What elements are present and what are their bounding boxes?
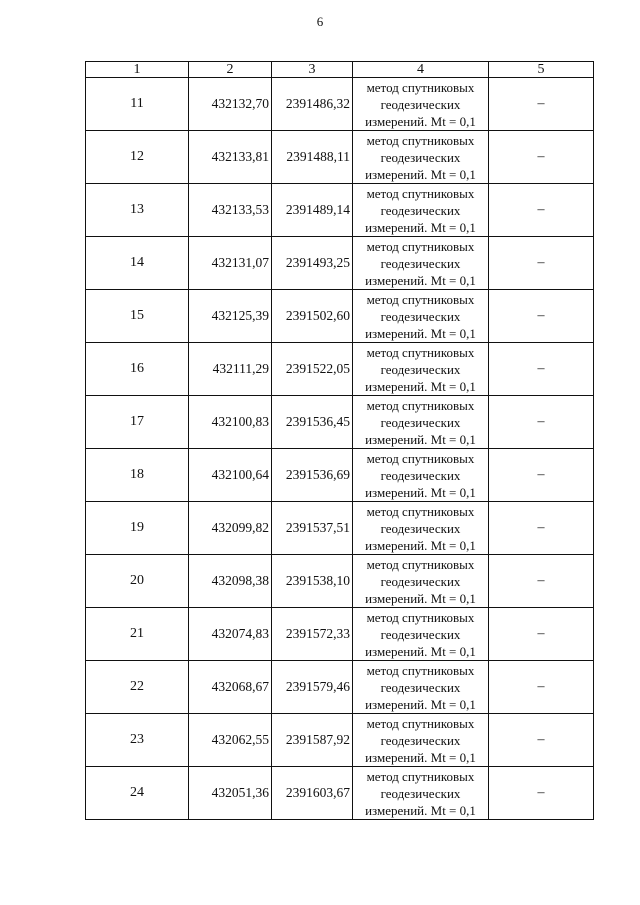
column5-cell: – bbox=[489, 131, 594, 184]
method-line-3: измерений. Mt = 0,1 bbox=[365, 484, 476, 500]
method-line-1: метод спутниковых bbox=[366, 238, 475, 254]
method-line-3: измерений. Mt = 0,1 bbox=[365, 643, 476, 659]
method-cell bbox=[353, 237, 489, 290]
point-number-cell: 23 bbox=[86, 714, 189, 767]
table-row bbox=[86, 767, 594, 820]
table-body bbox=[86, 78, 594, 820]
method-line-3: измерений. Mt = 0,1 bbox=[365, 431, 476, 447]
method-line-3: измерений. Mt = 0,1 bbox=[365, 166, 476, 182]
x-coordinate-cell: 432051,36 bbox=[189, 767, 272, 820]
method-line-2: геодезических bbox=[380, 626, 461, 642]
method-line-1: метод спутниковых bbox=[366, 662, 475, 678]
method-line-1: метод спутниковых bbox=[366, 556, 475, 572]
column5-cell: – bbox=[489, 184, 594, 237]
column5-cell: – bbox=[489, 714, 594, 767]
method-cell bbox=[353, 502, 489, 555]
method-cell bbox=[353, 290, 489, 343]
point-number-cell: 16 bbox=[86, 343, 189, 396]
table-row bbox=[86, 237, 594, 290]
point-number-cell: 24 bbox=[86, 767, 189, 820]
point-number-cell: 18 bbox=[86, 449, 189, 502]
y-coordinate-cell: 2391579,46 bbox=[272, 661, 353, 714]
y-coordinate-cell: 2391488,11 bbox=[272, 131, 353, 184]
y-coordinate-cell: 2391536,69 bbox=[272, 449, 353, 502]
method-line-2: геодезических bbox=[380, 732, 461, 748]
y-coordinate-cell: 2391587,92 bbox=[272, 714, 353, 767]
table-row bbox=[86, 184, 594, 237]
method-cell bbox=[353, 767, 489, 820]
method-line-2: геодезических bbox=[380, 255, 461, 271]
x-coordinate-cell: 432125,39 bbox=[189, 290, 272, 343]
column5-cell: – bbox=[489, 449, 594, 502]
method-cell bbox=[353, 449, 489, 502]
x-coordinate-cell: 432100,64 bbox=[189, 449, 272, 502]
x-coordinate-cell: 432068,67 bbox=[189, 661, 272, 714]
column-header-3: 3 bbox=[272, 62, 353, 78]
table-row bbox=[86, 396, 594, 449]
x-coordinate-cell: 432132,70 bbox=[189, 78, 272, 131]
table-row bbox=[86, 661, 594, 714]
table-row bbox=[86, 555, 594, 608]
table-row bbox=[86, 449, 594, 502]
x-coordinate-cell: 432098,38 bbox=[189, 555, 272, 608]
method-line-3: измерений. Mt = 0,1 bbox=[365, 537, 476, 553]
method-line-1: метод спутниковых bbox=[366, 768, 475, 784]
point-number-cell: 20 bbox=[86, 555, 189, 608]
method-cell bbox=[353, 608, 489, 661]
point-number-cell: 11 bbox=[86, 78, 189, 131]
x-coordinate-cell: 432111,29 bbox=[189, 343, 272, 396]
table-row bbox=[86, 343, 594, 396]
method-line-3: измерений. Mt = 0,1 bbox=[365, 219, 476, 235]
point-number-cell: 12 bbox=[86, 131, 189, 184]
x-coordinate-cell: 432099,82 bbox=[189, 502, 272, 555]
method-line-2: геодезических bbox=[380, 149, 461, 165]
method-line-2: геодезических bbox=[380, 467, 461, 483]
method-line-2: геодезических bbox=[380, 785, 461, 801]
point-number-cell: 22 bbox=[86, 661, 189, 714]
method-cell bbox=[353, 78, 489, 131]
y-coordinate-cell: 2391537,51 bbox=[272, 502, 353, 555]
table-row bbox=[86, 290, 594, 343]
method-cell bbox=[353, 555, 489, 608]
method-line-2: геодезических bbox=[380, 202, 461, 218]
method-line-3: измерений. Mt = 0,1 bbox=[365, 113, 476, 129]
method-line-3: измерений. Mt = 0,1 bbox=[365, 696, 476, 712]
method-line-3: измерений. Mt = 0,1 bbox=[365, 802, 476, 818]
method-line-1: метод спутниковых bbox=[366, 185, 475, 201]
table-row bbox=[86, 608, 594, 661]
method-line-2: геодезических bbox=[380, 361, 461, 377]
method-line-3: измерений. Mt = 0,1 bbox=[365, 272, 476, 288]
x-coordinate-cell: 432131,07 bbox=[189, 237, 272, 290]
column-header-2: 2 bbox=[189, 62, 272, 78]
column5-cell: – bbox=[489, 290, 594, 343]
column5-cell: – bbox=[489, 767, 594, 820]
method-cell bbox=[353, 396, 489, 449]
method-line-2: геодезических bbox=[380, 308, 461, 324]
coordinates-table bbox=[85, 61, 594, 820]
y-coordinate-cell: 2391489,14 bbox=[272, 184, 353, 237]
header-row bbox=[86, 62, 594, 78]
method-cell bbox=[353, 184, 489, 237]
column5-cell: – bbox=[489, 237, 594, 290]
method-line-3: измерений. Mt = 0,1 bbox=[365, 590, 476, 606]
column5-cell: – bbox=[489, 343, 594, 396]
method-line-1: метод спутниковых bbox=[366, 79, 475, 95]
y-coordinate-cell: 2391538,10 bbox=[272, 555, 353, 608]
x-coordinate-cell: 432133,81 bbox=[189, 131, 272, 184]
method-line-2: геодезических bbox=[380, 520, 461, 536]
table-row bbox=[86, 78, 594, 131]
method-cell bbox=[353, 661, 489, 714]
table-row bbox=[86, 131, 594, 184]
method-line-2: геодезических bbox=[380, 96, 461, 112]
y-coordinate-cell: 2391603,67 bbox=[272, 767, 353, 820]
column5-cell: – bbox=[489, 555, 594, 608]
table-row bbox=[86, 714, 594, 767]
method-line-1: метод спутниковых bbox=[366, 503, 475, 519]
method-line-2: геодезических bbox=[380, 679, 461, 695]
method-line-2: геодезических bbox=[380, 573, 461, 589]
column5-cell: – bbox=[489, 396, 594, 449]
y-coordinate-cell: 2391522,05 bbox=[272, 343, 353, 396]
method-line-1: метод спутниковых bbox=[366, 344, 475, 360]
x-coordinate-cell: 432133,53 bbox=[189, 184, 272, 237]
method-line-1: метод спутниковых bbox=[366, 397, 475, 413]
table-header bbox=[86, 62, 594, 78]
y-coordinate-cell: 2391486,32 bbox=[272, 78, 353, 131]
column5-cell: – bbox=[489, 78, 594, 131]
y-coordinate-cell: 2391572,33 bbox=[272, 608, 353, 661]
method-line-1: метод спутниковых bbox=[366, 132, 475, 148]
method-cell bbox=[353, 343, 489, 396]
method-line-2: геодезических bbox=[380, 414, 461, 430]
method-line-3: измерений. Mt = 0,1 bbox=[365, 325, 476, 341]
method-line-1: метод спутниковых bbox=[366, 715, 475, 731]
page-number: 6 bbox=[316, 14, 324, 29]
point-number-cell: 13 bbox=[86, 184, 189, 237]
column-header-4: 4 bbox=[353, 62, 489, 78]
method-line-1: метод спутниковых bbox=[366, 450, 475, 466]
y-coordinate-cell: 2391502,60 bbox=[272, 290, 353, 343]
method-line-1: метод спутниковых bbox=[366, 609, 475, 625]
x-coordinate-cell: 432074,83 bbox=[189, 608, 272, 661]
method-line-1: метод спутниковых bbox=[366, 291, 475, 307]
point-number-cell: 17 bbox=[86, 396, 189, 449]
y-coordinate-cell: 2391536,45 bbox=[272, 396, 353, 449]
method-cell bbox=[353, 714, 489, 767]
column5-cell: – bbox=[489, 608, 594, 661]
point-number-cell: 15 bbox=[86, 290, 189, 343]
y-coordinate-cell: 2391493,25 bbox=[272, 237, 353, 290]
x-coordinate-cell: 432100,83 bbox=[189, 396, 272, 449]
column5-cell: – bbox=[489, 502, 594, 555]
method-line-3: измерений. Mt = 0,1 bbox=[365, 749, 476, 765]
column-header-1: 1 bbox=[86, 62, 189, 78]
point-number-cell: 19 bbox=[86, 502, 189, 555]
column-header-5: 5 bbox=[489, 62, 594, 78]
table-row bbox=[86, 502, 594, 555]
point-number-cell: 14 bbox=[86, 237, 189, 290]
method-cell bbox=[353, 131, 489, 184]
x-coordinate-cell: 432062,55 bbox=[189, 714, 272, 767]
column5-cell: – bbox=[489, 661, 594, 714]
method-line-3: измерений. Mt = 0,1 bbox=[365, 378, 476, 394]
point-number-cell: 21 bbox=[86, 608, 189, 661]
